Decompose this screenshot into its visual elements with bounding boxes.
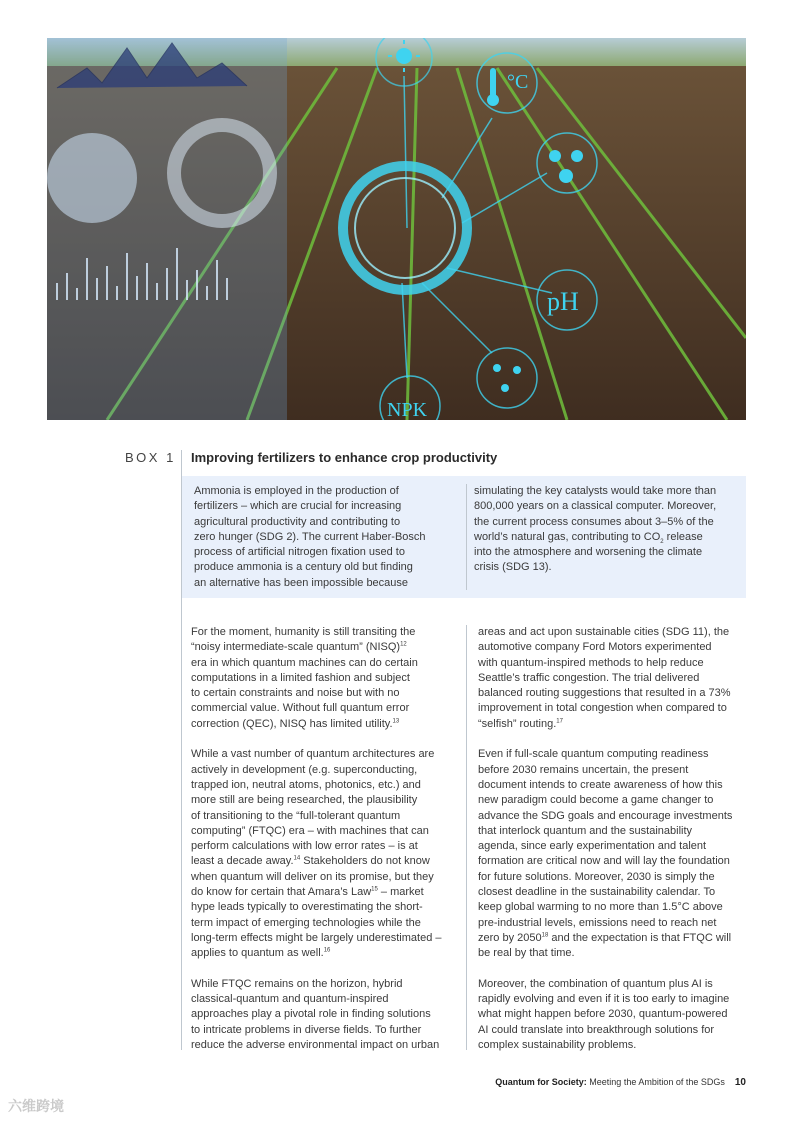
footnote-ref: 12 (400, 641, 407, 648)
footer-brand: Quantum for Society: (495, 1077, 587, 1087)
pie-chart-icon (47, 133, 137, 223)
watermark: 六维跨境 (8, 1098, 64, 1114)
box-right-column (474, 484, 739, 576)
text-line: produce ammonia is a century old but finding (194, 561, 413, 574)
text-line: an alternative has been impossible because (194, 576, 409, 589)
paragraph: Moreover, the combination of quantum plus AI is rapidly evolving and even if it is too early to imagine what might happen before 2030, quantum-powered AI could translate into breakthrough solutions for complex sustainability problems. (478, 977, 730, 1052)
text-line: Ammonia is employed in the production of (194, 485, 399, 497)
paragraph: While a vast number of quantum architectures are actively in development (e.g. superconducting, trapped ion, neutral atoms, photonics, etc.) and more still are being researched, the plausibility of transitioning to the “full-tolerant quantum computing” (FTQC) era – with machines that can perform calculations with low error rates – is at least a decade away.$^{14}$ Stakeholders do not know when quantum will deliver on its promise, but they do know for certain that Amara’s Law$^{15}$ – market hype leads typically to overestimating the short- term impact of emerging technologies while the long-term effects might be largely underestimated – applies to quantum as well.$^{16}$ (191, 748, 442, 960)
footer-subtitle: Meeting the Ambition of the SDGs (586, 1077, 725, 1087)
footnote-ref: 15 (371, 886, 378, 893)
text-line: fertilizers – which are crucial for increasing (194, 500, 402, 513)
text-line: zero hunger (SDG 2). The current Haber-Bosch (194, 530, 426, 543)
ph-label: pH (547, 287, 579, 316)
npk-label: NPK (387, 399, 428, 420)
box-title: Improving fertilizers to enhance crop productivity (191, 450, 498, 465)
data-overlay (47, 38, 287, 420)
text-line: the current process consumes about 3–5% of the (474, 515, 714, 528)
footnote-ref: 17 (556, 718, 563, 725)
box-label: BOX 1 (125, 450, 176, 465)
text-line: 800,000 years on a classical computer. Moreover, (474, 500, 717, 513)
co2-text: world’s natural gas, contributing to CO (474, 530, 661, 543)
page-number: 10 (734, 1077, 746, 1088)
body-column-rule (466, 625, 467, 1050)
paragraph: Even if full-scale quantum computing readiness before 2030 remains uncertain, the present document intends to create awareness of how this new paradigm could become a game changer to advance the SDG goals and encourage investments that interlock quantum and the sustainability agenda, since early experimentation and talent formation are critical now and will lay the foundation for future solutions. Moreover, 2030 is simply the closest deadline in the sustainability calendar. To keep global warming to no more than 1.5°C above pre-industrial levels, emissions need to reach net zero by 2050$^{18}$ and the expectation is that FTQC will be real by that time. (478, 748, 733, 960)
temperature-label: °C (507, 71, 529, 93)
hero-illustration (47, 38, 746, 420)
co2-subscript: 2 (660, 539, 664, 546)
text-line: simulating the key catalysts would take more than (474, 485, 717, 497)
footnote-ref: 13 (392, 718, 400, 725)
box-left-column (194, 484, 459, 591)
paragraph: For the moment, humanity is still transiting the “noisy intermediate-scale quantum” (NISQ)$^{12}$ era in which quantum machines can do certain computations in a limited fashion and subject to certain constraints and noise but with no commercial value. Without full quantum error correction (QEC), NISQ has limited utility.$^{13}$ (191, 626, 418, 730)
footnote-ref: 16 (323, 947, 331, 954)
paragraph: While FTQC remains on the horizon, hybrid classical-quantum and quantum-inspired approaches play a pivotal role in finding solutions to intricate problems in diverse fields. To further reduce the adverse environmental impact on urban (191, 977, 440, 1052)
box-column-rule (466, 484, 467, 590)
text-line: into the atmosphere and worsening the climate (474, 546, 703, 559)
body-left-column (191, 625, 461, 1069)
footnote-ref: 14 (293, 855, 301, 862)
body-right-column (478, 625, 748, 1069)
text-line: agricultural productivity and contributing to (194, 515, 401, 528)
hero-image (47, 38, 746, 420)
footnote-ref: 18 (541, 932, 549, 939)
text-line: crisis (SDG 13). (474, 561, 552, 574)
paragraph: areas and act upon sustainable cities (SDG 11), the automotive company Ford Motors experimented with quantum-inspired methods to help reduce Seattle’s traffic congestion. The trial delivered balanced routing suggestions that resulted in a 73% improvement in total congestion when compared to “selfish” routing.$^{17}$ (478, 626, 731, 730)
co2-after: release (663, 530, 703, 543)
text-line: process of artificial nitrogen fixation used to (194, 546, 405, 559)
text-line (474, 530, 739, 545)
page-footer (495, 1077, 746, 1088)
